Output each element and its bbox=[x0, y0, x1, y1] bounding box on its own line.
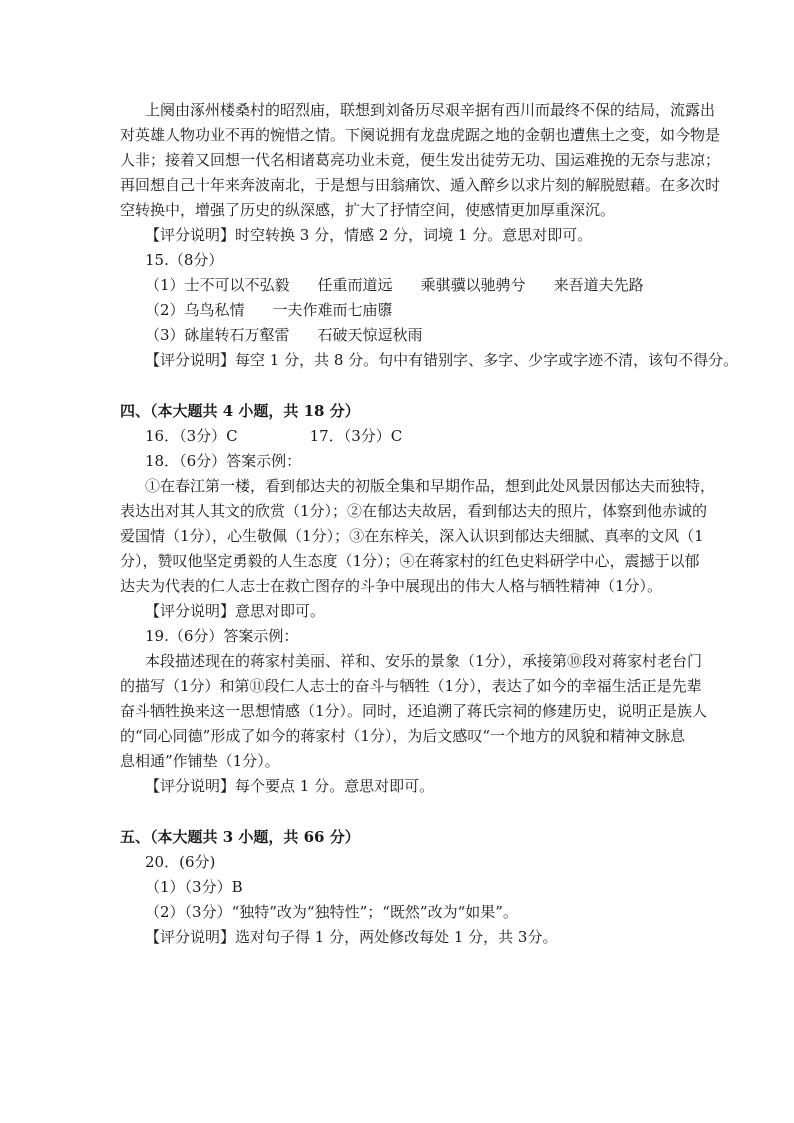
q15-r2-b: 一夫作难而七庙隳 bbox=[272, 301, 393, 319]
section-5-heading: 五、（本大题共 3 小题，共 66 分） bbox=[120, 828, 360, 846]
q19-heading: 19.（6分）答案示例： bbox=[145, 627, 299, 645]
q17-answer: 17．（3分）C bbox=[309, 427, 403, 445]
q19-line-2: 的描写（1分）和第⑪段仁人志士的奋斗与牺牲（1分），表达了如今的幸福生活正是先辈 bbox=[120, 677, 702, 695]
q18-line-5: 达夫为代表的仁人志士在救亡图存的斗争中展现出的伟大人格与牺牲精神（1分）。 bbox=[120, 577, 663, 595]
q15-r3-b: 石破天惊逗秋雨 bbox=[317, 326, 423, 344]
q19-line-3: 奋斗牺牲换来这一思想情感（1分）。同时，还追溯了蒋氏宗祠的修建历史，说明正是族人 bbox=[120, 702, 708, 720]
q16-17-row bbox=[145, 424, 680, 448]
q15-row-1 bbox=[145, 273, 680, 297]
q16-answer: 16．（3分）C bbox=[145, 427, 238, 445]
q14-line-4: 再回想自己十年来奔波南北，于是想与田翁痛饮、遁入醉乡以求片刻的解脱慰藉。在多次时 bbox=[120, 176, 721, 194]
q20-part-1: （1）（3分）B bbox=[145, 878, 243, 896]
q15-scoring-note: 【评分说明】每空 1 分，共 8 分。句中有错别字、多字、少字或字迹不清，该句不得分。 bbox=[145, 351, 739, 369]
q18-line-2: 表达出对其人其文的欣赏（1分）；②在郁达夫故居，看到郁达夫的照片，体察到他赤诚的 bbox=[120, 502, 708, 520]
q18-line-3: 爱国情（1分），心生敬佩（1分）；③在东梓关，深入认识到郁达夫细腻、真率的文风（1 bbox=[120, 527, 704, 545]
q18-line-1: ①在春江第一楼，看到郁达夫的初版全集和早期作品，想到此处风景因郁达夫而独特， bbox=[145, 477, 716, 495]
q15-r3-a: （3）砯崖转石万壑雷 bbox=[145, 326, 290, 344]
section-4-heading: 四、（本大题共 4 小题，共 18 分） bbox=[120, 402, 360, 420]
q14-line-5: 空转换中，增强了历史的纵深感，扩大了抒情空间，使感情更加厚重深沉。 bbox=[120, 201, 616, 219]
q15-r1-b: 任重而道远 bbox=[317, 276, 393, 294]
q15-r1-d: 来吾道夫先路 bbox=[553, 276, 644, 294]
q18-scoring-note: 【评分说明】意思对即可。 bbox=[145, 602, 326, 620]
q14-line-3: 人非；接着又回想一代名相诸葛亮功业未竟，便生发出徒劳无功、国运难挽的无奈与悲凉； bbox=[120, 151, 721, 169]
q19-line-4: 的“同心同德”形成了如今的蒋家村（1分），为后文感叹“一个地方的风貌和精神文脉息 bbox=[120, 727, 686, 745]
q20-scoring-note: 【评分说明】选对句子得 1 分，两处修改每处 1 分，共 3分。 bbox=[145, 928, 558, 946]
q20-heading: 20．(6分) bbox=[145, 853, 216, 871]
q15-row-3 bbox=[145, 323, 680, 347]
q14-line-1: 上阕由涿州楼桑村的昭烈庙，联想到刘备历尽艰辛据有西川而最终不保的结局，流露出 bbox=[145, 101, 716, 119]
q15-r1-c: 乘骐骥以驰骋兮 bbox=[420, 276, 526, 294]
q15-r2-a: （2）乌鸟私情 bbox=[145, 301, 245, 319]
q15-r1-a: （1）士不可以不弘毅 bbox=[145, 276, 290, 294]
q15-row-2 bbox=[145, 298, 680, 322]
q14-line-2: 对英雄人物功业不再的惋惜之情。下阕说拥有龙盘虎踞之地的金朝也遭焦土之变，如今物是 bbox=[120, 126, 721, 144]
q14-scoring-note: 【评分说明】时空转换 3 分，情感 2 分，词境 1 分。意思对即可。 bbox=[145, 226, 593, 244]
q18-line-4: 分），赞叹他坚定勇毅的人生态度（1分）；④在蒋家村的红色史料研学中心，震撼于以郁 bbox=[120, 552, 700, 570]
q15-heading: 15.（8分） bbox=[145, 251, 224, 269]
q18-heading: 18．（6分）答案示例： bbox=[145, 452, 302, 470]
q19-scoring-note: 【评分说明】每个要点 1 分。意思对即可。 bbox=[145, 777, 435, 795]
q19-line-1: 本段描述现在的蒋家村美丽、祥和、安乐的景象（1分），承接第⑩段对蒋家村老台门 bbox=[145, 652, 703, 670]
q20-part-2: （2）（3分）“独特”改为“独特性”；“既然”改为“如果”。 bbox=[145, 903, 518, 921]
q19-line-5: 息相通”作铺垫（1分）。 bbox=[120, 752, 280, 770]
